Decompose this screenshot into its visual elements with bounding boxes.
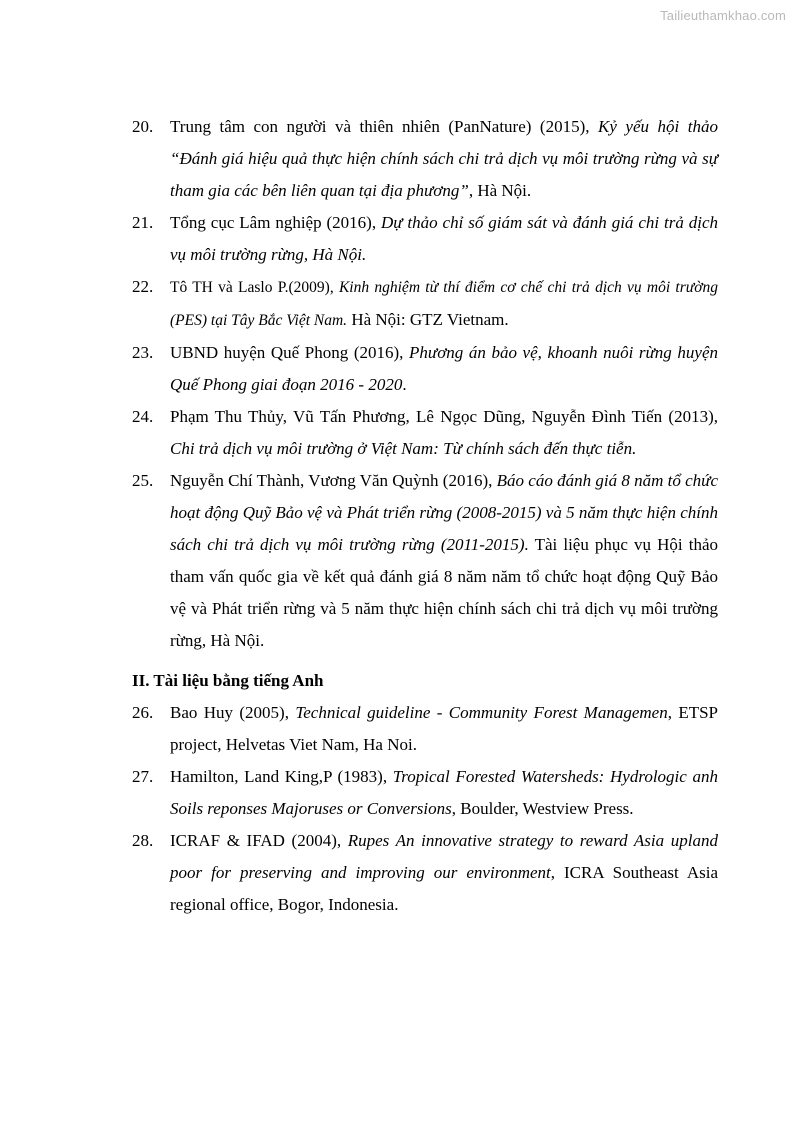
- reference-number: 20.: [132, 117, 154, 136]
- reference-text: Tô TH và Laslo P.(2009), Kinh nghiệm từ thí điểm cơ chế chi trả dịch vụ môi trường (PES) tại Tây Bắc Việt Nam. Hà Nội: GTZ Vietnam.: [170, 279, 718, 329]
- reference-item: [132, 207, 718, 271]
- reference-item: [132, 761, 718, 825]
- reference-list: [132, 111, 718, 921]
- reference-text: UBND huyện Quế Phong (2016), Phương án bảo vệ, khoanh nuôi rừng huyện Quế Phong giai đoạn 2016 - 2020.: [170, 343, 718, 394]
- reference-item: [132, 465, 718, 657]
- reference-number: 24.: [132, 407, 154, 426]
- reference-number: 26.: [132, 703, 154, 722]
- watermark-text: Tailieuthamkhao.com: [660, 8, 786, 23]
- section-heading: II. Tài liệu bằng tiếng Anh: [132, 671, 324, 690]
- reference-text: Nguyễn Chí Thành, Vương Văn Quỳnh (2016), Báo cáo đánh giá 8 năm tổ chức hoạt động Quỹ Bảo vệ và Phát triển rừng (2008-2015) và 5 năm thực hiện chính sách chi trả dịch vụ môi trường rừng (2011-2015). Tài liệu phục vụ Hội thảo tham vấn quốc gia về kết quả đánh giá 8 năm năm tổ chức hoạt động Quỹ Bảo vệ và Phát triển rừng và 5 năm thực hiện chính sách chi trả dịch vụ môi trường rừng, Hà Nội.: [170, 471, 719, 650]
- reference-text: Trung tâm con người và thiên nhiên (PanNature) (2015), Kỷ yếu hội thảo “Đánh giá hiệu quả thực hiện chính sách chi trả dịch vụ môi trường rừng và sự tham gia các bên liên quan tại địa phương”, Hà Nội.: [170, 117, 719, 200]
- reference-text: ICRAF & IFAD (2004), Rupes An innovative strategy to reward Asia upland poor for preserving and improving our environment, ICRA Southeast Asia regional office, Bogor, Indonesia.: [170, 831, 718, 914]
- reference-item: [132, 271, 718, 337]
- reference-number: 22.: [132, 277, 154, 296]
- reference-number: 21.: [132, 213, 154, 232]
- reference-number: 27.: [132, 767, 154, 786]
- reference-number: 23.: [132, 343, 154, 362]
- reference-item: [132, 825, 718, 921]
- reference-number: 28.: [132, 831, 154, 850]
- reference-item: [132, 111, 718, 207]
- reference-item: [132, 401, 718, 465]
- reference-text: Tổng cục Lâm nghiệp (2016), Dự thảo chỉ số giám sát và đánh giá chi trả dịch vụ môi trường rừng, Hà Nội.: [170, 213, 719, 264]
- reference-text: Phạm Thu Thủy, Vũ Tấn Phương, Lê Ngọc Dũng, Nguyễn Đình Tiến (2013), Chi trả dịch vụ môi trường ở Việt Nam: Từ chính sách đến thực tiễn.: [170, 407, 718, 458]
- reference-item: [132, 697, 718, 761]
- reference-text: Hamilton, Land King,P (1983), Tropical Forested Watersheds: Hydrologic anh Soils reponses Majoruses or Conversions, Boulder, Westview Press.: [170, 767, 718, 818]
- reference-text: Bao Huy (2005), Technical guideline - Community Forest Managemen, ETSP project, Helvetas Viet Nam, Ha Noi.: [170, 703, 718, 754]
- reference-number: 25.: [132, 471, 154, 490]
- reference-item: [132, 337, 718, 401]
